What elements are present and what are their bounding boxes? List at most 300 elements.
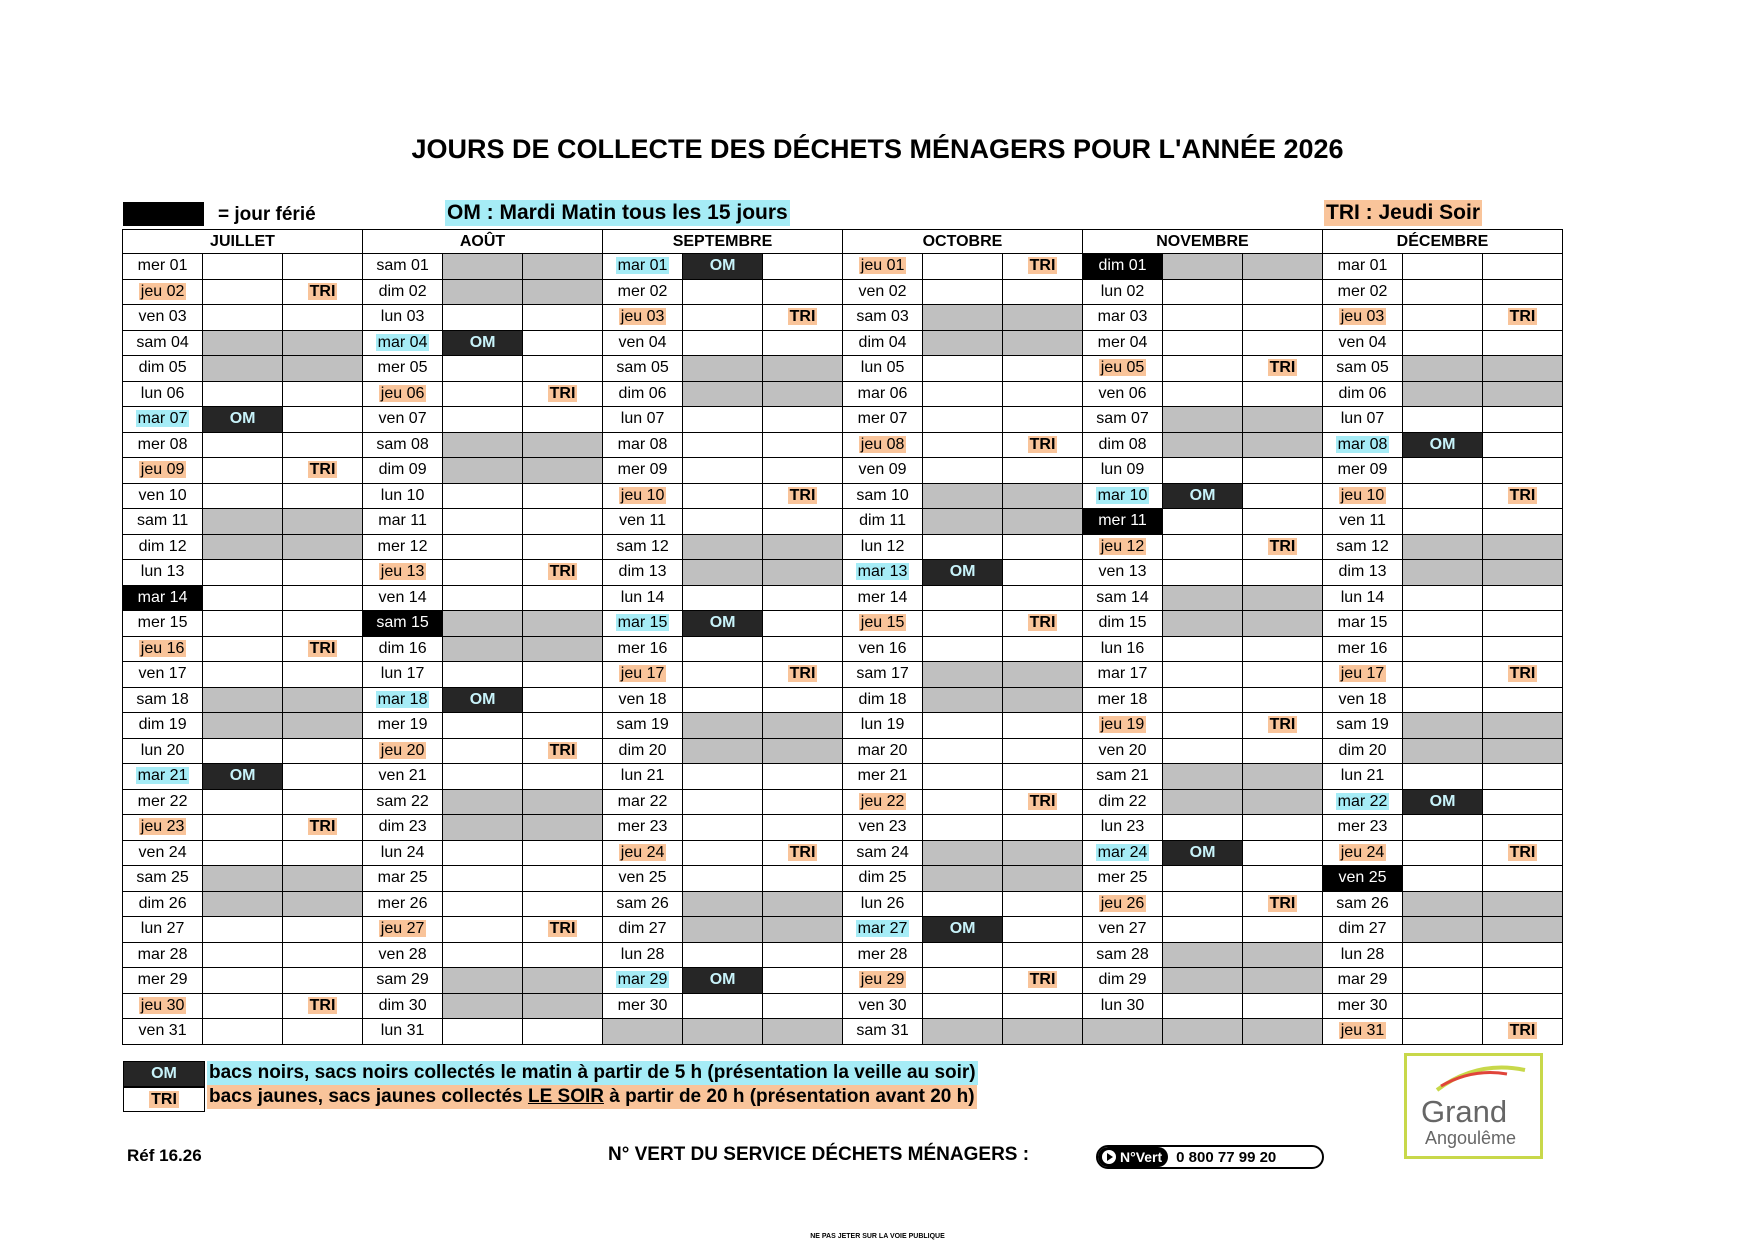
day-label-cell xyxy=(602,687,682,713)
om-cell xyxy=(683,381,763,407)
day-label-cell xyxy=(842,330,922,356)
om-cell xyxy=(1163,432,1243,458)
day-label: sam 01 xyxy=(376,257,429,275)
day-label: sam 08 xyxy=(376,435,429,453)
grand-angouleme-logo xyxy=(1404,1053,1543,1159)
day-label-cell xyxy=(1082,305,1162,331)
day-label-cell xyxy=(842,968,922,994)
day-label: jeu 26 xyxy=(1100,894,1145,912)
om-cell xyxy=(443,585,523,611)
om-cell xyxy=(1403,356,1483,382)
day-label: jeu 10 xyxy=(620,486,665,504)
day-label-cell xyxy=(123,789,203,815)
tri-cell xyxy=(1003,917,1083,943)
om-cell xyxy=(443,432,523,458)
om-cell xyxy=(683,891,763,917)
om-cell xyxy=(1163,993,1243,1019)
day-label: jeu 24 xyxy=(1340,843,1385,861)
day-label: mer 28 xyxy=(857,945,908,963)
day-label-cell xyxy=(1322,432,1402,458)
day-label-cell xyxy=(123,254,203,280)
om-marker: OM xyxy=(709,257,736,275)
day-row xyxy=(123,891,1563,917)
om-cell xyxy=(923,1019,1003,1045)
om-cell xyxy=(203,330,283,356)
tri-marker: TRI xyxy=(1029,614,1056,632)
tri-key-swatch xyxy=(123,1087,205,1112)
om-cell xyxy=(1403,993,1483,1019)
tri-cell xyxy=(283,1019,363,1045)
om-cell xyxy=(1163,483,1243,509)
om-cell xyxy=(923,942,1003,968)
tri-cell xyxy=(283,432,363,458)
tri-cell xyxy=(1243,381,1323,407)
tri-cell xyxy=(523,585,603,611)
tri-schedule-header: TRI : Jeudi Soir xyxy=(1326,201,1481,224)
om-cell xyxy=(443,636,523,662)
day-label: mar 04 xyxy=(377,333,428,351)
day-label-cell xyxy=(1082,917,1162,943)
tri-cell xyxy=(1483,687,1563,713)
day-label: sam 25 xyxy=(136,869,189,887)
om-cell xyxy=(923,764,1003,790)
day-label: jeu 03 xyxy=(620,308,665,326)
day-label: jeu 02 xyxy=(140,282,185,300)
tri-key-text-emphasis: LE SOIR xyxy=(527,1086,604,1107)
day-label: sam 31 xyxy=(856,1022,909,1040)
day-label-cell xyxy=(842,585,922,611)
tri-cell xyxy=(1003,968,1083,994)
day-label-cell xyxy=(363,662,443,688)
day-label: lun 26 xyxy=(860,894,905,912)
day-label-cell xyxy=(363,1019,443,1045)
day-label: ven 10 xyxy=(138,486,187,504)
om-cell xyxy=(1403,662,1483,688)
day-label-cell xyxy=(363,458,443,484)
day-label: mer 29 xyxy=(137,971,188,989)
tri-cell xyxy=(1003,611,1083,637)
om-marker: OM xyxy=(469,690,496,708)
day-label-cell xyxy=(123,866,203,892)
day-row xyxy=(123,330,1563,356)
om-cell xyxy=(443,866,523,892)
day-row xyxy=(123,534,1563,560)
om-cell xyxy=(683,968,763,994)
day-label: dim 13 xyxy=(618,563,667,581)
tri-cell xyxy=(523,356,603,382)
tri-marker: TRI xyxy=(309,818,336,836)
day-label: dim 26 xyxy=(138,894,187,912)
tri-cell xyxy=(283,407,363,433)
day-label-cell xyxy=(363,942,443,968)
tri-cell xyxy=(283,993,363,1019)
day-label-cell xyxy=(1082,687,1162,713)
om-cell xyxy=(683,738,763,764)
day-label-cell xyxy=(1082,458,1162,484)
day-label-cell xyxy=(1322,356,1402,382)
om-cell xyxy=(683,534,763,560)
day-label: mer 21 xyxy=(857,767,908,785)
om-cell xyxy=(203,356,283,382)
om-cell xyxy=(923,381,1003,407)
day-label-cell xyxy=(1082,611,1162,637)
om-cell xyxy=(1163,687,1243,713)
n-vert-tag xyxy=(1098,1147,1168,1167)
om-cell xyxy=(203,585,283,611)
om-cell xyxy=(203,636,283,662)
day-label: ven 17 xyxy=(138,665,187,683)
day-label: mer 14 xyxy=(857,588,908,606)
day-label-cell xyxy=(363,305,443,331)
tri-cell xyxy=(1243,891,1323,917)
day-label-cell xyxy=(842,942,922,968)
tri-cell xyxy=(763,789,843,815)
tri-cell xyxy=(763,917,843,943)
day-label: dim 27 xyxy=(618,920,667,938)
day-label: lun 14 xyxy=(620,588,665,606)
tri-cell xyxy=(523,968,603,994)
day-label: sam 26 xyxy=(1336,894,1389,912)
om-cell xyxy=(1163,840,1243,866)
tri-cell xyxy=(1003,330,1083,356)
tri-marker: TRI xyxy=(1029,435,1056,453)
day-label-cell xyxy=(123,611,203,637)
day-label-cell xyxy=(842,738,922,764)
day-label: sam 03 xyxy=(856,308,909,326)
day-row xyxy=(123,942,1563,968)
day-label: dim 22 xyxy=(1098,792,1147,810)
om-key-description: bacs noirs, sacs noirs collectés le matin à partir de 5 h (présentation la veille au soir) xyxy=(209,1062,976,1083)
tri-cell xyxy=(1003,687,1083,713)
om-cell xyxy=(1163,458,1243,484)
day-label: mer 04 xyxy=(1097,333,1148,351)
tri-cell xyxy=(523,764,603,790)
day-label: lun 12 xyxy=(860,537,905,555)
tri-cell xyxy=(1243,840,1323,866)
om-cell xyxy=(443,840,523,866)
tri-cell xyxy=(763,942,843,968)
om-cell xyxy=(1403,509,1483,535)
day-label: lun 27 xyxy=(140,920,185,938)
day-row xyxy=(123,279,1563,305)
day-label-cell xyxy=(1322,560,1402,586)
day-label: ven 18 xyxy=(618,690,667,708)
day-label: dim 15 xyxy=(1098,614,1147,632)
tri-cell xyxy=(763,738,843,764)
day-label-cell xyxy=(123,407,203,433)
om-cell xyxy=(1163,330,1243,356)
tri-cell xyxy=(523,738,603,764)
tri-cell xyxy=(1003,305,1083,331)
day-label: dim 16 xyxy=(378,639,427,657)
day-label-cell xyxy=(602,942,682,968)
day-label: ven 13 xyxy=(1098,563,1147,581)
day-label: sam 10 xyxy=(856,486,909,504)
om-cell xyxy=(1403,254,1483,280)
day-label-cell xyxy=(123,917,203,943)
tri-cell xyxy=(1483,942,1563,968)
om-cell xyxy=(923,866,1003,892)
tri-cell xyxy=(283,585,363,611)
day-label-cell xyxy=(842,1019,922,1045)
month-header: JUILLET xyxy=(123,230,363,254)
day-label-cell xyxy=(842,917,922,943)
tri-cell xyxy=(763,534,843,560)
om-cell xyxy=(683,330,763,356)
day-label-cell xyxy=(1322,687,1402,713)
tri-cell xyxy=(523,330,603,356)
om-cell xyxy=(683,789,763,815)
day-label-cell xyxy=(1082,891,1162,917)
day-label: ven 28 xyxy=(378,945,427,963)
day-label-cell xyxy=(1082,738,1162,764)
om-cell xyxy=(203,815,283,841)
day-label-cell xyxy=(1322,585,1402,611)
tri-marker: TRI xyxy=(309,639,336,657)
day-label-cell xyxy=(123,356,203,382)
n-vert-badge xyxy=(1096,1145,1324,1169)
day-label-cell xyxy=(602,305,682,331)
day-label-cell xyxy=(842,866,922,892)
day-label-cell xyxy=(842,789,922,815)
tri-cell xyxy=(763,840,843,866)
day-label-cell xyxy=(363,560,443,586)
day-label: lun 21 xyxy=(620,767,665,785)
tri-cell xyxy=(523,917,603,943)
om-cell xyxy=(923,611,1003,637)
day-label-cell xyxy=(123,662,203,688)
om-cell xyxy=(1163,560,1243,586)
day-label: lun 09 xyxy=(1100,461,1145,479)
om-cell xyxy=(1163,611,1243,637)
om-cell xyxy=(683,305,763,331)
day-label-cell xyxy=(842,611,922,637)
tri-cell xyxy=(1483,356,1563,382)
tri-cell xyxy=(283,891,363,917)
day-label: jeu 20 xyxy=(380,741,425,759)
day-label-cell xyxy=(123,968,203,994)
day-row xyxy=(123,687,1563,713)
tri-cell xyxy=(1483,585,1563,611)
day-label-cell xyxy=(1322,789,1402,815)
tri-cell xyxy=(1003,509,1083,535)
day-label-cell xyxy=(1082,815,1162,841)
day-label-cell xyxy=(1322,381,1402,407)
day-row xyxy=(123,560,1563,586)
om-cell xyxy=(443,330,523,356)
om-cell xyxy=(443,687,523,713)
om-cell xyxy=(1163,662,1243,688)
tri-cell xyxy=(523,279,603,305)
day-label: jeu 08 xyxy=(860,435,905,453)
om-marker: OM xyxy=(1189,486,1216,504)
tri-cell xyxy=(283,968,363,994)
om-cell xyxy=(923,534,1003,560)
logo-line-2: Angoulême xyxy=(1425,1128,1517,1148)
day-label-cell xyxy=(123,381,203,407)
tri-cell xyxy=(1483,279,1563,305)
day-label-cell xyxy=(123,738,203,764)
tri-cell xyxy=(1243,1019,1323,1045)
tri-cell xyxy=(1483,330,1563,356)
tri-cell xyxy=(1003,738,1083,764)
om-marker: OM xyxy=(949,920,976,938)
day-label: lun 02 xyxy=(1100,282,1145,300)
om-cell xyxy=(443,381,523,407)
tri-cell xyxy=(1003,840,1083,866)
day-label-cell xyxy=(602,483,682,509)
om-cell xyxy=(683,713,763,739)
day-label: mer 02 xyxy=(1337,282,1388,300)
day-label-cell xyxy=(123,534,203,560)
tri-marker: TRI xyxy=(549,563,576,581)
day-label: sam 15 xyxy=(376,614,429,632)
om-marker: OM xyxy=(469,333,496,351)
tri-cell xyxy=(763,458,843,484)
tri-cell xyxy=(523,840,603,866)
day-label: mar 22 xyxy=(617,792,668,810)
om-cell xyxy=(203,738,283,764)
day-label: mar 29 xyxy=(1337,971,1388,989)
day-label: lun 13 xyxy=(140,563,185,581)
day-label-cell xyxy=(363,381,443,407)
day-label: ven 25 xyxy=(1338,869,1387,887)
day-label: ven 25 xyxy=(618,869,667,887)
day-label-cell xyxy=(602,840,682,866)
tri-marker: TRI xyxy=(309,282,336,300)
tri-cell xyxy=(1243,585,1323,611)
day-label-cell xyxy=(1082,840,1162,866)
day-label: mer 11 xyxy=(1098,512,1147,530)
day-label: ven 14 xyxy=(378,588,427,606)
day-label: jeu 31 xyxy=(1340,1022,1385,1040)
day-label: dim 27 xyxy=(1338,920,1387,938)
day-label: lun 21 xyxy=(1340,767,1385,785)
day-label-cell xyxy=(842,560,922,586)
tri-marker: TRI xyxy=(1509,486,1536,504)
day-label: dim 20 xyxy=(618,741,667,759)
om-cell xyxy=(443,917,523,943)
day-label-cell xyxy=(123,815,203,841)
day-label-cell xyxy=(602,381,682,407)
day-label-cell xyxy=(363,534,443,560)
om-cell xyxy=(1403,534,1483,560)
day-label: ven 11 xyxy=(619,512,666,530)
day-label: mer 01 xyxy=(137,257,188,275)
day-label-cell xyxy=(363,789,443,815)
day-label-cell xyxy=(1322,330,1402,356)
n-vert-tag-text: N°Vert xyxy=(1120,1149,1163,1165)
day-label-cell xyxy=(602,560,682,586)
day-label-cell xyxy=(363,483,443,509)
om-cell xyxy=(1163,1019,1243,1045)
tri-cell xyxy=(763,1019,843,1045)
day-label: dim 18 xyxy=(858,690,907,708)
day-label-cell xyxy=(1322,815,1402,841)
om-cell xyxy=(203,305,283,331)
tri-cell xyxy=(1243,636,1323,662)
tri-marker: TRI xyxy=(1269,359,1296,377)
tri-marker: TRI xyxy=(1029,792,1056,810)
day-label: sam 18 xyxy=(136,690,189,708)
day-label-cell xyxy=(602,815,682,841)
day-label: ven 30 xyxy=(858,996,907,1014)
tri-cell xyxy=(1483,713,1563,739)
day-label-cell xyxy=(602,738,682,764)
day-label-cell xyxy=(363,254,443,280)
day-label: sam 21 xyxy=(1096,767,1149,785)
day-label: mar 06 xyxy=(857,384,908,402)
om-cell xyxy=(683,509,763,535)
day-label: dim 02 xyxy=(378,282,427,300)
day-label: mer 23 xyxy=(617,818,668,836)
om-marker: OM xyxy=(1429,435,1456,453)
tri-cell xyxy=(1003,407,1083,433)
day-label: lun 30 xyxy=(1100,996,1145,1014)
day-label-cell xyxy=(363,815,443,841)
om-marker: OM xyxy=(229,767,256,785)
om-cell xyxy=(203,891,283,917)
om-cell xyxy=(1163,891,1243,917)
day-label-cell xyxy=(1082,534,1162,560)
tri-cell xyxy=(1243,611,1323,637)
logo-line-1: Grand xyxy=(1421,1094,1508,1129)
day-label: mar 01 xyxy=(1337,257,1388,275)
day-label: mer 09 xyxy=(617,461,668,479)
tri-cell xyxy=(763,407,843,433)
tri-cell xyxy=(1483,534,1563,560)
day-label: lun 28 xyxy=(620,945,665,963)
day-label-cell xyxy=(842,713,922,739)
footer-notice: NE PAS JETER SUR LA VOIE PUBLIQUE xyxy=(810,1233,945,1240)
tri-cell xyxy=(1003,636,1083,662)
day-label: jeu 17 xyxy=(620,665,665,683)
day-label: mer 30 xyxy=(1337,996,1388,1014)
om-cell xyxy=(1403,305,1483,331)
tri-cell xyxy=(1003,993,1083,1019)
day-label: jeu 01 xyxy=(860,257,905,275)
day-label-cell xyxy=(602,534,682,560)
tri-cell xyxy=(283,815,363,841)
day-row xyxy=(123,305,1563,331)
day-label-cell xyxy=(842,432,922,458)
om-cell xyxy=(1163,381,1243,407)
month-header: NOVEMBRE xyxy=(1082,230,1322,254)
day-label-cell xyxy=(123,687,203,713)
day-label-cell xyxy=(1082,254,1162,280)
day-label-cell xyxy=(1322,407,1402,433)
day-label-cell xyxy=(842,534,922,560)
day-label-cell xyxy=(363,636,443,662)
day-label: sam 28 xyxy=(1096,945,1149,963)
tri-cell xyxy=(1243,279,1323,305)
day-row xyxy=(123,764,1563,790)
n-vert-phone: 0 800 77 99 20 xyxy=(1176,1148,1277,1166)
day-label: jeu 19 xyxy=(1100,716,1145,734)
day-label: sam 26 xyxy=(616,894,669,912)
day-label-cell xyxy=(1322,254,1402,280)
om-cell xyxy=(923,279,1003,305)
day-label-cell xyxy=(1322,636,1402,662)
om-cell xyxy=(683,866,763,892)
tri-cell xyxy=(1483,407,1563,433)
day-label: mar 01 xyxy=(617,257,668,275)
day-label-cell xyxy=(123,1019,203,1045)
tri-cell xyxy=(523,534,603,560)
day-label: dim 12 xyxy=(138,537,187,555)
day-label: mar 14 xyxy=(137,588,188,606)
day-label-cell xyxy=(602,764,682,790)
